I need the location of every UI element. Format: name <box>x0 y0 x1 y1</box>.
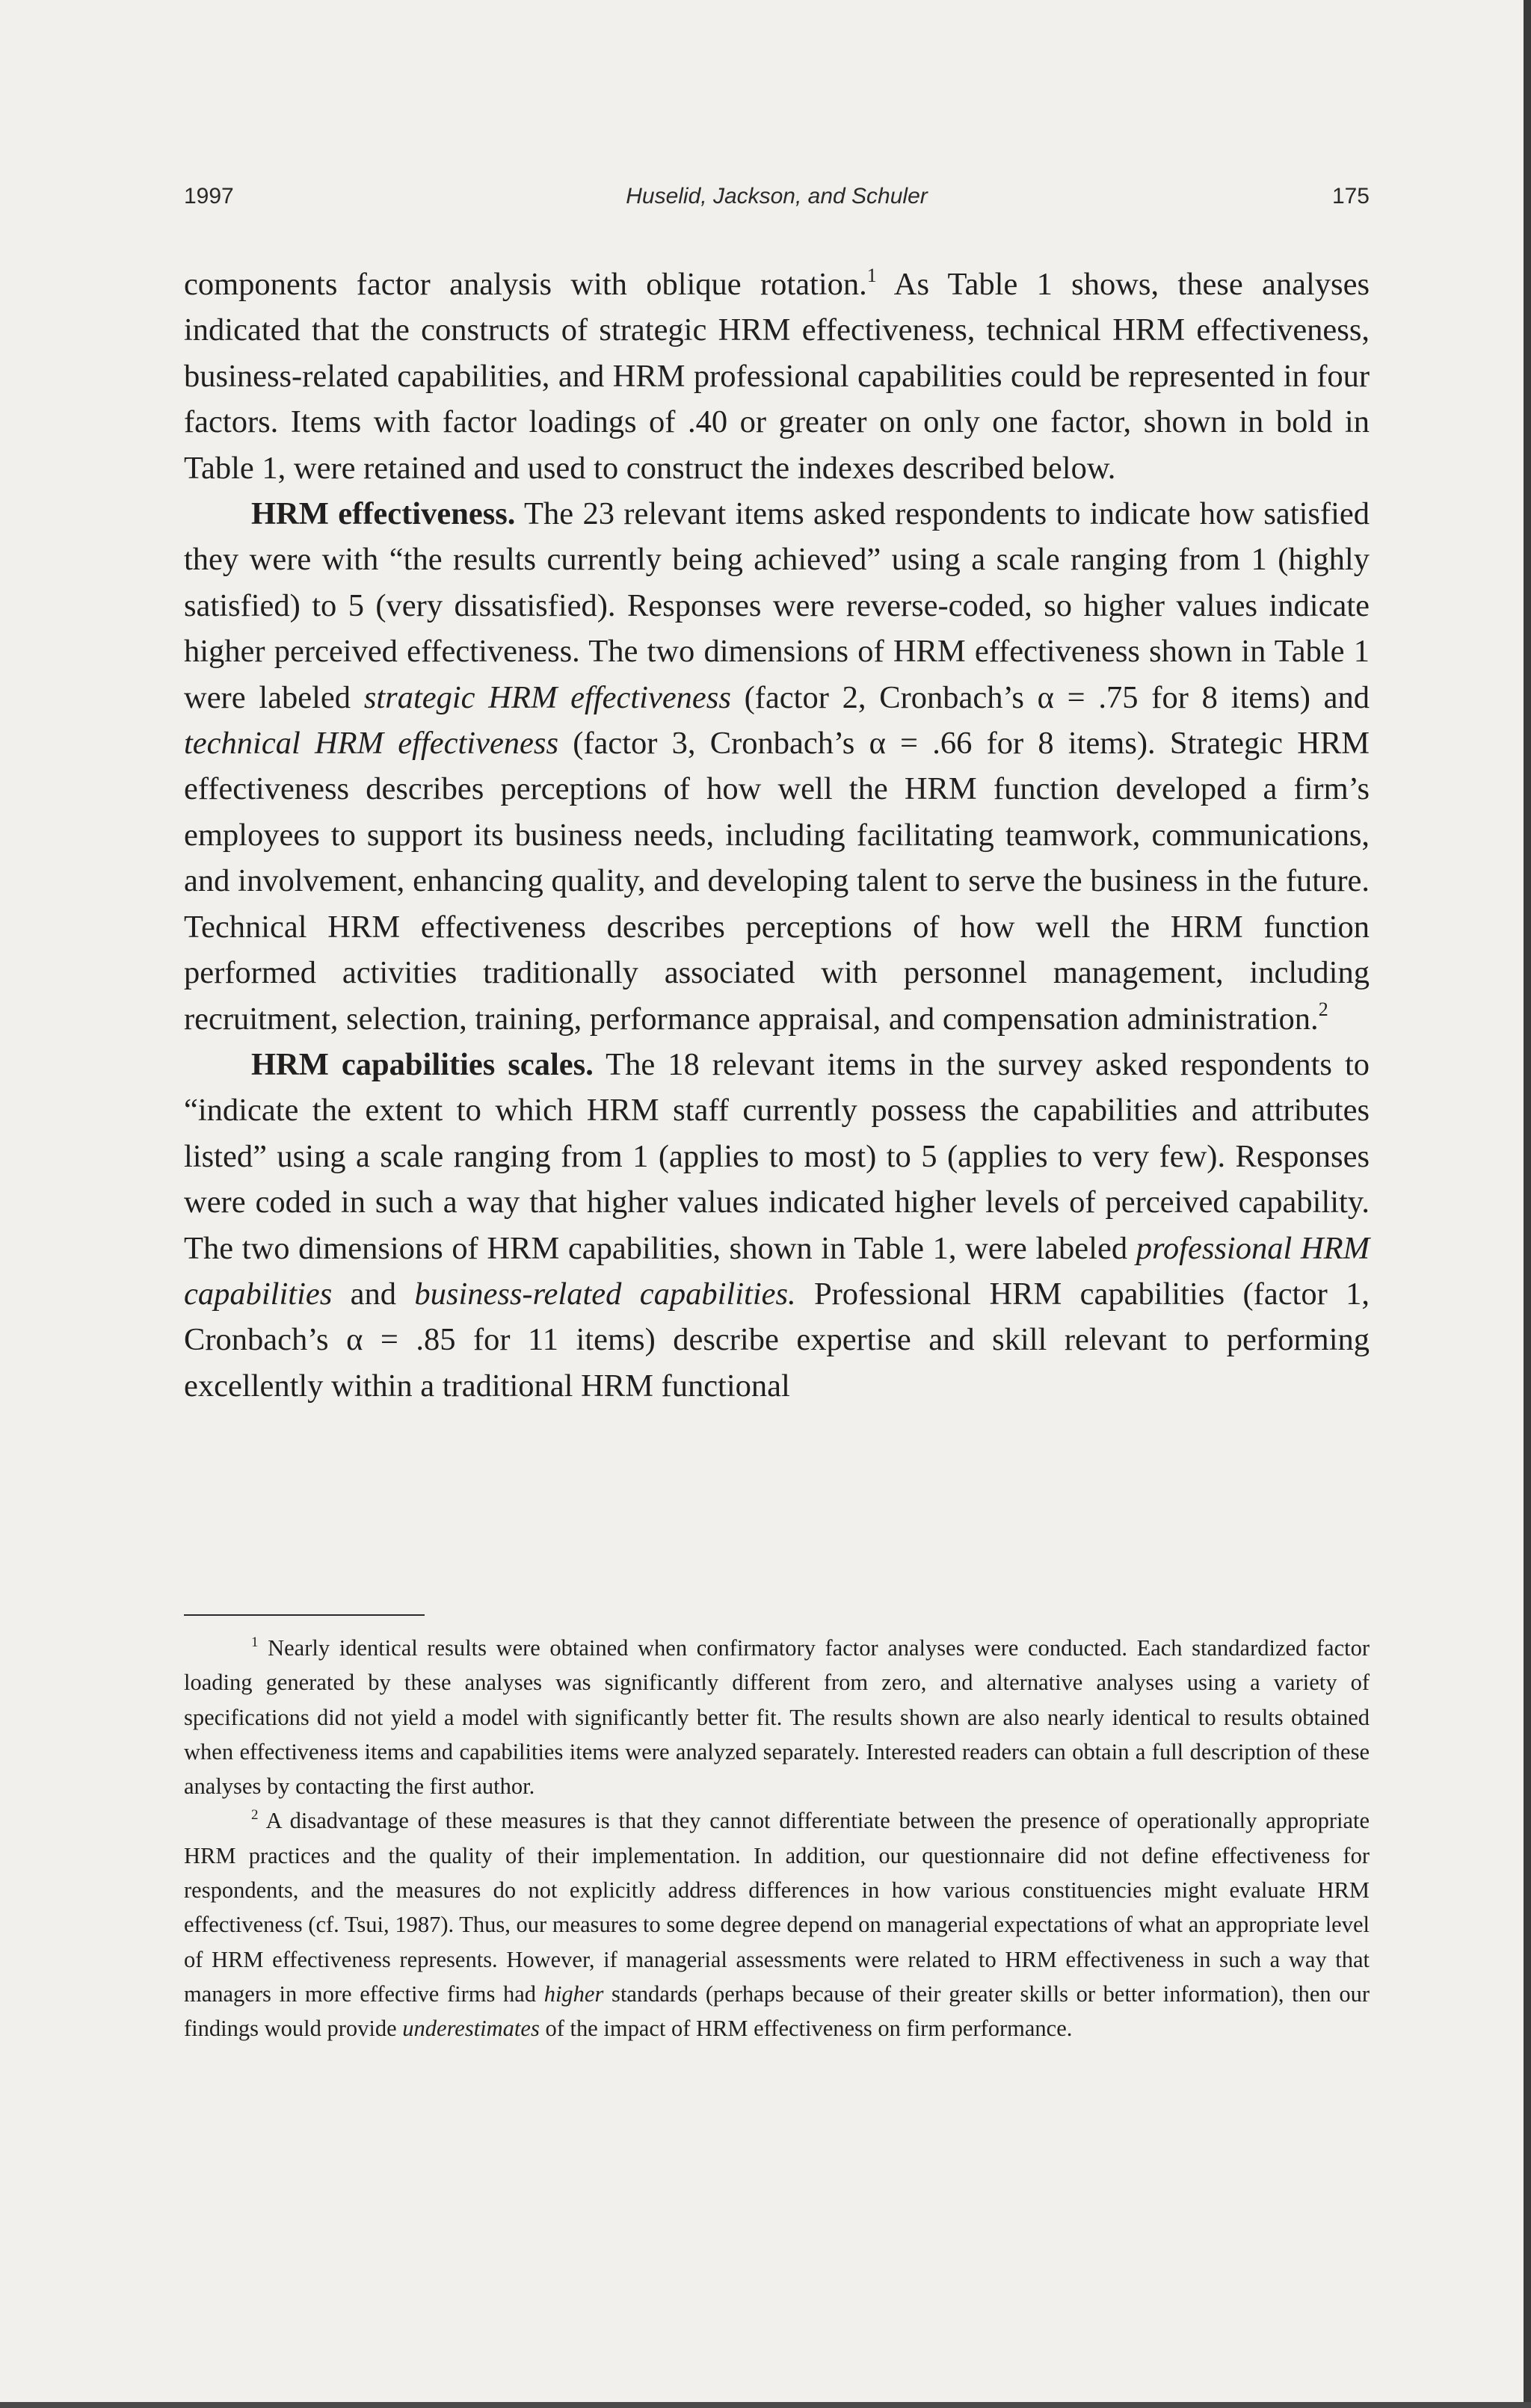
running-header <box>184 184 1370 217</box>
footnotes <box>184 1631 1370 2046</box>
footnote-divider <box>184 1614 425 1616</box>
paragraph-hrm-effectiveness: HRM effectiveness. The 23 relevant items asked respondents to indicate how satisfied they were with “the results currently being achieved” using a scale ranging from 1 (highly satisfied) to 5 (very dissatisfied). Responses were reverse-coded, so higher values indicate higher perceived effectiveness. The two dimensions of HRM effectiveness shown in Table 1 were labeled strategic HRM effectiveness (factor 2, Cronbach’s α = .75 for 8 items) and technical HRM effectiveness (factor 3, Cronbach’s α = .66 for 8 items). Strategic HRM effectiveness describes perceptions of how well the HRM function developed a firm’s employees to support its business needs, including facilitating teamwork, communications, and involvement, enhancing quality, and developing talent to serve the business in the future. Technical HRM effectiveness describes perceptions of how well the HRM function performed activities traditionally associated with personnel management, including recruitment, selection, training, performance appraisal, and compensation administration.$^2$ <box>184 496 1370 1037</box>
header-authors: Huselid, Jackson, and Schuler <box>626 184 928 209</box>
footnote-ref-1: 1 <box>866 264 877 286</box>
body-text <box>184 262 1370 1409</box>
section-heading-hrm-capabilities: HRM capabilities scales. <box>251 1046 594 1082</box>
paragraph-hrm-capabilities: HRM capabilities scales. The 18 relevant items in the survey asked respondents to “indicate the extent to which HRM staff currently possess the capabilities and attributes listed” using a scale ranging from 1 (applies to most) to 5 (applies to very few). Responses were coded in such a way that higher values indicated higher levels of perceived capability. The two dimensions of HRM capabilities, shown in Table 1, were labeled professional HRM capabilities and business-related capabilities. Professional HRM capabilities (factor 1, Cronbach’s α = .85 for 11 items) describe expertise and skill relevant to performing excellently within a traditional HRM functional <box>184 1046 1370 1404</box>
footnote-mark-1: 1 <box>251 1634 259 1650</box>
paragraph-1: components factor analysis with oblique rotation.$^1$ As Table 1 shows, these analyses indicated that the constructs of strategic HRM effectiveness, technical HRM effectiveness, business-related capabilities, and HRM professional capabilities could be represented in four factors. Items with factor loadings of .40 or greater on only one factor, shown in bold in Table 1, were retained and used to construct the indexes described below. <box>184 264 1370 486</box>
section-heading-hrm-effectiveness: HRM effectiveness. <box>251 496 516 532</box>
footnote-ref-2: 2 <box>1318 998 1328 1021</box>
footnote-1: $^1$ Nearly identical results were obtained when confirmatory factor analyses were conducted. Each standardized factor loading generated by these analyses was significantly different from zero, and alternative analyses using a variety of specifications did not yield a model with significantly better fit. The results shown are also nearly identical to results obtained when effectiveness items and capabilities items were analyzed separately. Interested readers can obtain a full description of these analyses by contacting the first author. <box>184 1634 1370 1800</box>
scan-edge-bottom <box>0 2402 1531 2408</box>
footnote-2: $^2$ A disadvantage of these measures is that they cannot differentiate between the presence of operationally appropriate HRM practices and the quality of their implementation. In addition, our questionnaire did not define effectiveness for respondents, and the measures do not explicitly address differences in how various constituencies might evaluate HRM effectiveness (cf. Tsui, 1987). Thus, our measures to some degree depend on managerial expectations of what an appropriate level of HRM effectiveness represents. However, if managerial assessments were related to HRM effectiveness in such a way that managers in more effective firms had higher standards (perhaps because of their greater skills or better information), then our findings would provide underestimates of the impact of HRM effectiveness on firm performance. <box>184 1807 1370 2042</box>
footnote-mark-2: 2 <box>251 1807 259 1824</box>
header-year: 1997 <box>184 184 234 209</box>
page-number: 175 <box>1331 184 1370 209</box>
scan-edge-right <box>1524 0 1531 2408</box>
